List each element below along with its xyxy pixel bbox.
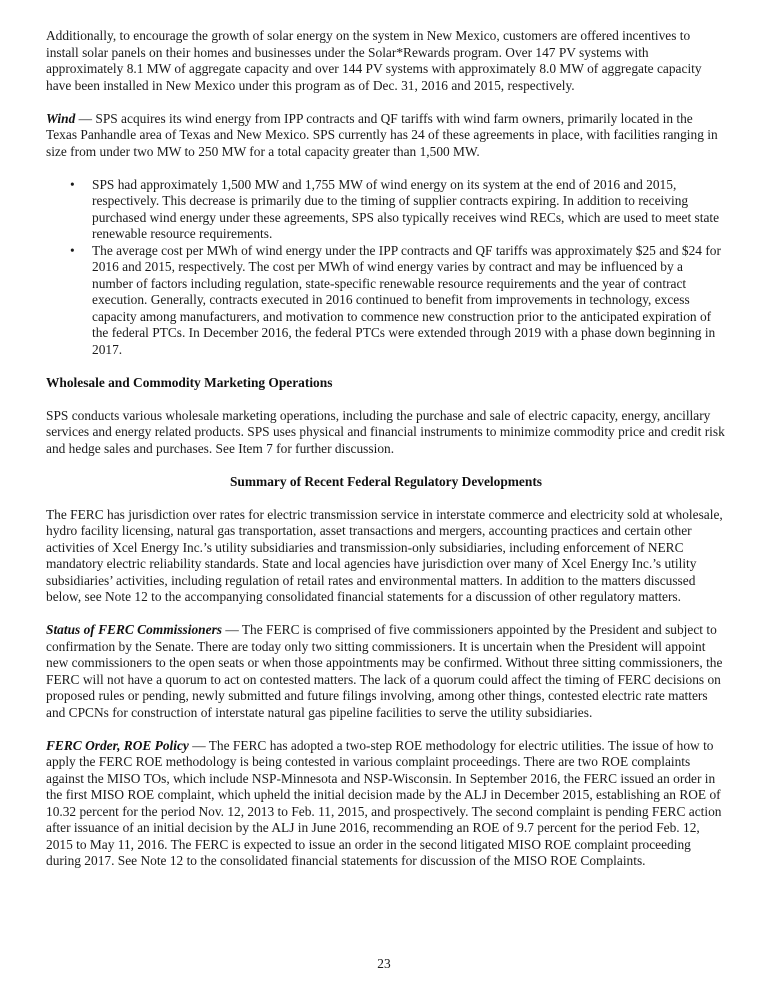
wind-bullet-item — [70, 176, 726, 243]
ferc-commissioners-lead-heading: Status of FERC Commissioners — [46, 622, 222, 637]
ferc-roe-lead-heading: FERC Order, ROE Policy — [46, 737, 189, 753]
solar-rewards-paragraph: Additionally, to encourage the growth of solar energy on the system in New Mexico, customers are offered incentives to install solar panels on their homes and businesses under the Solar*Rewards program. Over 147 PV systems with approximately 8.1 MW of aggregate capacity and over 144 PV systems with approximately 8.0 MW of aggregate capacity have been installed in New Mexico under this program as of Dec. 31, 2016 and 2015, respectively. — [46, 28, 702, 93]
ferc-roe-body-text: — The FERC has adopted a two-step ROE methodology for electric utilities. The issue of how to apply the FERC ROE methodology is being contested in various complaint proceedings. There are two ROE complaints against the MISO TOs, which include NSP-Minnesota and NSP-Wisconsin. In September 2016, the FERC issued an order in the first MISO ROE complaint, which upheld the initial decision made by the ALJ in December 2015, establishing an ROE of 10.32 percent for the period Nov. 12, 2013 to Feb. 11, 2015, and prospectively. The second complaint is pending FERC action after issuance of an initial decision by the ALJ in June 2016, recommending an ROE of 9.7 percent for the period Feb. 12, 2015 to May 11, 2016. The FERC is expected to issue an order in the second litigated MISO ROE complaint proceeding during 2017. See Note 12 to the consolidated financial statements for discussion of the MISO ROE Complaints. — [46, 737, 722, 868]
document-page — [46, 28, 726, 886]
federal-regulatory-heading: Summary of Recent Federal Regulatory Developments — [229, 473, 542, 489]
page-number: 23 — [377, 956, 391, 971]
bullet-icon: • — [70, 176, 75, 192]
wind-paragraph — [46, 111, 726, 161]
wind-bullet-text: The average cost per MWh of wind energy under the IPP contracts and QF tariffs was approximately $25 and $24 for 2016 and 2015, respectively. The cost per MWh of wind energy varies by contract and may be influenced by a number of factors including regulation, state-specific renewable resource requirements and the year of contract execution. Generally, contracts executed in 2016 continued to benefit from improvements in technology, excess capacity among manufacturers, and motivation to commence new construction prior to the anticipated expiration of the federal PTCs. In December 2016, the federal PTCs were extended through 2019 with a phase down beginning in 2017. — [92, 242, 721, 357]
wind-lead-heading: Wind — [46, 110, 76, 126]
wind-bullet-item — [70, 242, 726, 359]
ferc-roe-paragraph — [46, 738, 726, 870]
ferc-commissioners-body-text: — The FERC is comprised of five commissioners appointed by the President and subject to confirmation by the Senate. There are today only two sitting commissioners. It is uncertain when the President will appoint new commissioners to the open seats or when those appointments may be confirmed. Without three sitting commissioners, the FERC will not have a quorum to act on contested matters. The lack of a quorum could affect the timing of FERC decisions on proposed rules or pending, newly submitted and future filings involving, among other things, contested electric rate matters and CPCNs for construction of interstate natural gas pipeline facilities to serve the utility subsidiaries. — [46, 622, 723, 720]
wind-body-text: — SPS acquires its wind energy from IPP contracts and QF tariffs with wind farm owners, primarily located in the Texas Panhandle area of Texas and New Mexico. SPS currently has 24 of these agreements in place, with facilities ranging in size from under two MW to 250 MW for a total capacity greater than 1,500 MW. — [46, 110, 718, 159]
ferc-jurisdiction-paragraph: The FERC has jurisdiction over rates for electric transmission service in interstate commerce and electricity sold at wholesale, hydro facility licensing, natural gas transportation, asset transactions and mergers, accounting practices and certain other activities of Xcel Energy Inc.’s utility subsidiaries and transmission-only subsidiaries, including enforcement of NERC mandatory electric reliability standards. State and local agencies have jurisdiction over many of Xcel Energy Inc.’s utility subsidiaries’ activities, including regulation of retail rates and environmental matters. In addition to the matters discussed below, see Note 12 to the accompanying consolidated financial statements for a discussion of other regulatory matters. — [46, 506, 723, 604]
wind-bullet-list — [46, 177, 726, 359]
wind-bullet-text: SPS had approximately 1,500 MW and 1,755 MW of wind energy on its system at the end of 2016 and 2015, respectively. This decrease is primarily due to the timing of supplier contracts expiring. In addition to receiving purchased wind energy under these agreements, SPS also typically receives wind RECs, which are used to meet state renewable resource requirements. — [92, 176, 720, 241]
wholesale-paragraph: SPS conducts various wholesale marketing operations, including the purchase and sale of electric capacity, energy, ancillary services and energy related products. SPS uses physical and financial instruments to minimize commodity price and credit risk and hedge sales and purchases. See Item 7 for further discussion. — [46, 407, 725, 456]
bullet-icon: • — [70, 242, 75, 258]
wholesale-section-heading: Wholesale and Commodity Marketing Operations — [46, 374, 333, 390]
ferc-commissioners-paragraph — [46, 622, 726, 721]
